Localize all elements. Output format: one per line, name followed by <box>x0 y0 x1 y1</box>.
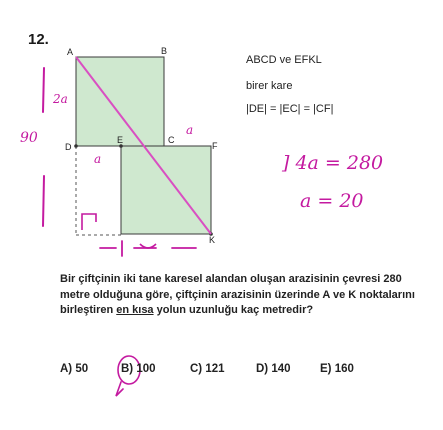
note-equation-2: a = 20 <box>300 190 364 212</box>
problem-part-2: yolun uzunluğu kaç metredir? <box>153 304 314 316</box>
ink-bracket-top <box>43 68 44 112</box>
ink-2a: 2a <box>53 92 68 106</box>
label-e: E <box>117 135 124 145</box>
ink-a-left: a <box>94 152 102 166</box>
label-f: F <box>212 141 218 151</box>
label-k: K <box>209 235 216 245</box>
ink-90: 90 <box>20 130 38 146</box>
label-d: D <box>65 142 72 152</box>
given-line-2: birer kare <box>246 80 293 92</box>
square-efkl <box>121 146 211 234</box>
point-d <box>74 144 78 148</box>
ink-right-angle <box>82 214 96 230</box>
label-b: B <box>161 46 168 56</box>
given-line-3: |DE| = |EC| = |CF| <box>246 103 334 115</box>
choice-b[interactable]: B) 100 <box>121 363 156 375</box>
given-line-1: ABCD ve EFKL <box>246 54 322 66</box>
problem-part-1: Bir çiftçinin iki tane karesel alandan oluşan arazisinin çevresi 280 metre olduğuna göre, çiftçinin arazisinin üzerinde A ve K noktalarını birleştiren <box>60 273 415 316</box>
label-c: C <box>168 135 175 145</box>
ink-a-top: a <box>186 123 194 137</box>
note-equation-1: ] 4a = 280 <box>282 152 384 174</box>
square-abcd <box>76 57 164 146</box>
problem-text <box>60 272 422 319</box>
problem-emphasis: en kısa <box>116 304 154 316</box>
ink-answer-tail <box>116 382 123 396</box>
choice-e[interactable]: E) 160 <box>320 363 354 375</box>
choice-c[interactable]: C) 121 <box>190 363 225 375</box>
choice-d[interactable]: D) 140 <box>256 363 291 375</box>
ink-bracket-bottom <box>43 176 44 226</box>
label-a: A <box>67 47 74 57</box>
question-number: 12. <box>28 31 49 48</box>
choice-a[interactable]: A) 50 <box>60 363 89 375</box>
